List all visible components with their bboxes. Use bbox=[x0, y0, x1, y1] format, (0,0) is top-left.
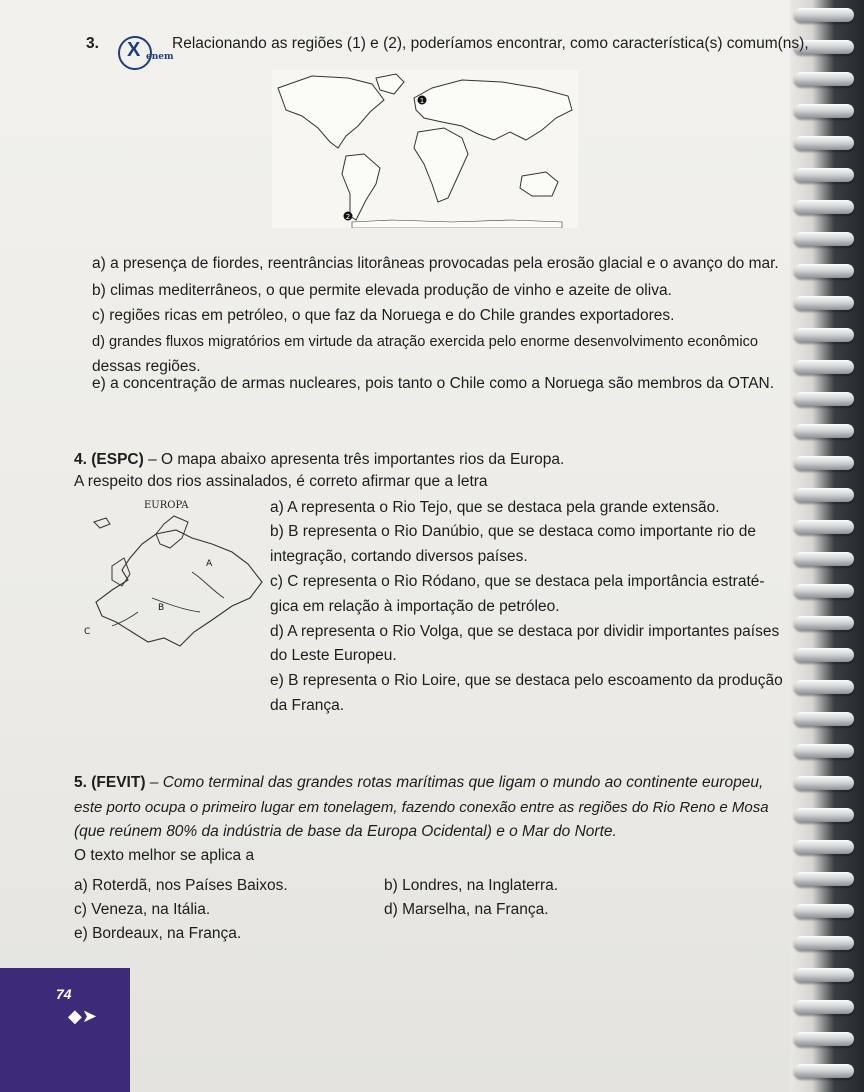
q4-option-e: e) B representa o Rio Loire, que se destaca pelo escoamento da produção bbox=[270, 672, 783, 689]
question-4-number: 4. bbox=[74, 451, 87, 468]
q4-option-d-continued: do Leste Europeu. bbox=[270, 647, 397, 664]
region-marker-2-label: 2 bbox=[345, 213, 351, 221]
q5-option-c: c) Veneza, na Itália. bbox=[74, 901, 211, 918]
question-4-source: (ESPC) bbox=[91, 451, 144, 468]
q4-option-c: c) C representa o Rio Ródano, que se destaca pela importância estraté- bbox=[270, 573, 765, 590]
book-arrow-icon: ◆➤ bbox=[68, 1006, 97, 1026]
question-5-prompt: O texto melhor se aplica a bbox=[74, 847, 255, 864]
map-label-a: A bbox=[206, 559, 213, 569]
question-5-stem-line1: – Como terminal das grandes rotas marítimas que ligam o mundo ao continente europeu, bbox=[145, 774, 764, 791]
world-map bbox=[272, 70, 578, 228]
europe-map bbox=[72, 494, 268, 670]
q4-option-d: d) A representa o Rio Volga, que se destaca por dividir importantes países bbox=[270, 623, 780, 640]
q3-option-e: e) a concentração de armas nucleares, pois tanto o Chile como a Noruega são membros da OTAN. bbox=[92, 375, 775, 392]
question-4-stem-line2: A respeito dos rios assinalados, é correto afirmar que a letra bbox=[74, 473, 488, 490]
question-5-source: (FEVIT) bbox=[91, 774, 146, 791]
q3-option-c: c) regiões ricas em petróleo, o que faz da Noruega e do Chile grandes exportadores. bbox=[92, 307, 675, 324]
map-label-b: B bbox=[158, 603, 165, 613]
question-3-stem: Relacionando as regiões (1) e (2), poderíamos encontrar, como característica(s) comum(ns), bbox=[172, 35, 809, 52]
enem-badge-letter: X bbox=[127, 39, 141, 61]
question-5-header bbox=[74, 773, 763, 793]
river-c-line bbox=[112, 612, 138, 626]
q5-option-e: e) Bordeaux, na França. bbox=[74, 925, 242, 942]
q4-option-b-continued: integração, cortando diversos países. bbox=[270, 548, 528, 565]
question-4-stem-line1: – O mapa abaixo apresenta três importantes rios da Europa. bbox=[143, 451, 565, 468]
q3-option-a: a) a presença de fiordes, reentrâncias litorâneas provocadas pela erosão glacial e o avanço do mar. bbox=[92, 255, 779, 272]
spiral-binding bbox=[790, 0, 864, 1092]
q4-option-a: a) A representa o Rio Tejo, que se destaca pela grande extensão. bbox=[270, 499, 720, 516]
q4-option-b: b) B representa o Rio Danúbio, que se destaca como importante rio de bbox=[270, 523, 756, 540]
question-3-number: 3. bbox=[86, 35, 99, 52]
iceland-shape bbox=[94, 518, 110, 528]
page-number: 74 bbox=[56, 986, 72, 1002]
river-a-line bbox=[192, 572, 224, 598]
europe-map-title: EUROPA bbox=[144, 500, 189, 511]
q5-option-d: d) Marselha, na França. bbox=[384, 901, 549, 918]
question-5-number: 5. bbox=[74, 774, 87, 791]
q3-option-d: d) grandes fluxos migratórios em virtude da atração exercida pelo enorme desenvolvimento econômico bbox=[92, 334, 758, 350]
q4-option-e-continued: da França. bbox=[270, 697, 345, 714]
question-5-stem-line2: este porto ocupa o primeiro lugar em tonelagem, fazendo conexão entre as regiões do Rio Reno e Mosa bbox=[74, 799, 769, 816]
scandinavia-shape bbox=[156, 516, 188, 548]
q4-option-c-continued: gica em relação à importação de petróleo. bbox=[270, 598, 560, 615]
region-marker-1-label: 1 bbox=[419, 97, 425, 105]
enem-badge-label: enem bbox=[146, 52, 174, 62]
q3-option-b: b) climas mediterrâneos, o que permite elevada produção de vinho e azeite de oliva. bbox=[92, 282, 672, 299]
question-5-stem-line3: (que reúnem 80% da indústria de base da Europa Ocidental) e o Mar do Norte. bbox=[74, 823, 617, 840]
question-4-header bbox=[74, 450, 564, 470]
q3-option-d-continued: dessas regiões. bbox=[92, 358, 201, 375]
q5-option-a: a) Roterdã, nos Países Baixos. bbox=[74, 877, 288, 894]
europe-landmass-shape bbox=[96, 530, 262, 646]
q5-option-b: b) Londres, na Inglaterra. bbox=[384, 877, 559, 894]
map-label-c: C bbox=[84, 627, 91, 637]
